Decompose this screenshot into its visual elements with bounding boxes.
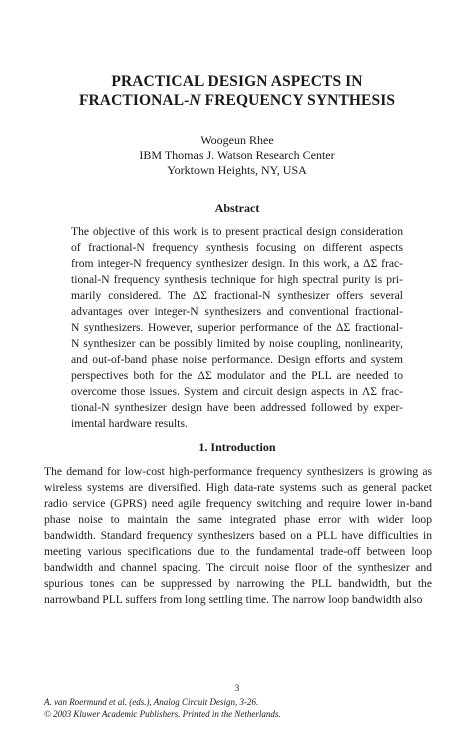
footer-citation-line: A. van Roermund et al. (eds.), Analog Circuit Design, 3-26.: [44, 697, 259, 707]
introduction-text-line: The demand for low-cost high-performance frequency synthesizers is growing as: [44, 465, 432, 478]
title-line-2-suffix: FREQUENCY SYNTHESIS: [200, 92, 396, 109]
author-location: Yorktown Heights, NY, USA: [167, 163, 307, 177]
footer-copyright-line: © 2003 Kluwer Academic Publishers. Printed in the Netherlands.: [44, 708, 281, 719]
introduction-text-line: meeting various specifications due to the fundamental trade-off between loop: [44, 545, 432, 558]
title-line-2-italic-n: N: [189, 92, 201, 109]
abstract-text-line: tional-N frequency synthesis technique for high spectral purity is pri-: [71, 273, 403, 286]
abstract-body: [71, 224, 403, 432]
introduction-text-line: phase noise to maintain the same integrated phase error with wider loop: [44, 513, 432, 526]
author-name: Woogeun Rhee: [200, 133, 274, 147]
abstract-text-line: advantages over integer-N synthesizers and conventional fractional-: [71, 305, 403, 318]
abstract-text-line: N synthesizer can be possibly limited by noise coupling, nonlinearity,: [71, 337, 403, 350]
abstract-text-line: from integer-N frequency synthesizer design. In this work, a ΔΣ frac-: [71, 257, 403, 270]
abstract-text-line: overcome those issues. System and circuit design aspects in ΛΣ frac-: [71, 385, 403, 398]
introduction-text-line: bandwidth and channel spacing. The circuit noise floor of the synthesizer and: [44, 561, 432, 574]
introduction-text-line: narrowband PLL suffers from long settling time. The narrow loop bandwidth also: [44, 593, 423, 606]
abstract-text-line: tional-N synthesizer design have been addressed followed by exper-: [71, 401, 403, 414]
abstract-text-line: perspectives both for the ΔΣ modulator and the PLL are needed to: [71, 369, 403, 382]
abstract-text-line: imental hardware results.: [71, 417, 188, 430]
introduction-text-line: bandwidth. Standard frequency synthesizers based on a PLL have difficulties in: [44, 529, 432, 542]
introduction-text-line: wireless systems are diversified. High data-rate systems such as general packet: [44, 481, 432, 494]
title-line-2-prefix: FRACTIONAL-: [78, 92, 190, 109]
introduction-body: [44, 464, 432, 608]
author-affiliation: IBM Thomas J. Watson Research Center: [139, 148, 335, 162]
introduction-text-line: radio service (GPRS) need agile frequency switching and require lower in-band: [44, 497, 432, 510]
abstract-text-line: N synthesizers. However, superior performance of the ΔΣ fractional-: [71, 321, 403, 334]
introduction-text-line: spurious tones can be suppressed by narrowing the PLL bandwidth, but the: [44, 577, 432, 590]
footer-citation: [44, 697, 444, 720]
abstract-text-line: The objective of this work is to present practical design consideration: [71, 225, 403, 238]
abstract-text-line: and out-of-band phase noise performance. Design efforts and system: [71, 353, 403, 366]
abstract-heading: Abstract: [214, 201, 260, 215]
title-line-1: PRACTICAL DESIGN ASPECTS IN: [111, 73, 363, 90]
author-block: [0, 133, 474, 178]
abstract-text-line: of fractional-N frequency synthesis focusing on different aspects: [71, 241, 403, 254]
title-line-2: [0, 91, 474, 110]
paper-title: [0, 72, 474, 110]
abstract-text-line: marily considered. The ΔΣ fractional-N synthesizer offers several: [71, 289, 403, 302]
page-number: 3: [234, 683, 240, 693]
introduction-heading: 1. Introduction: [198, 440, 276, 454]
